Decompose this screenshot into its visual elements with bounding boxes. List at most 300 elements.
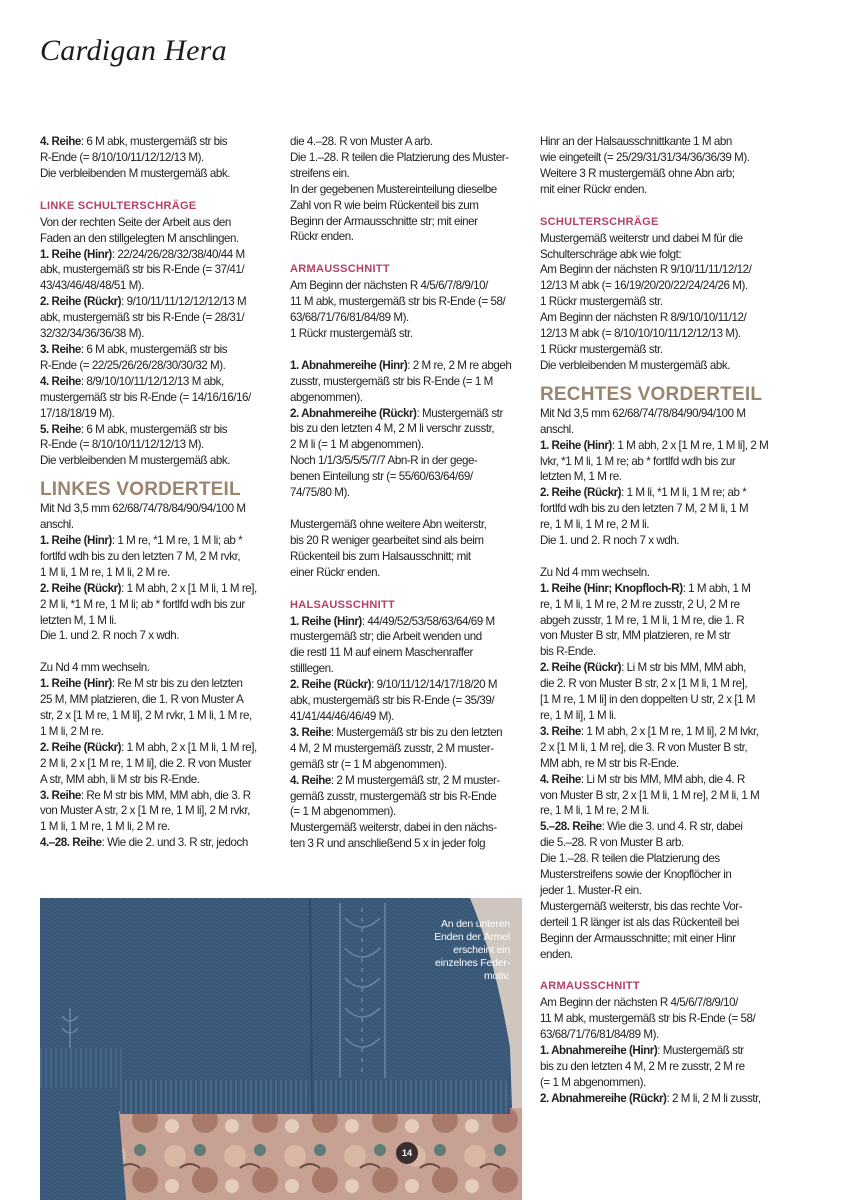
text-line — [290, 629, 526, 645]
line-text: Die verbleibenden M mustergemäß abk. — [40, 454, 231, 468]
line-text: letzten M, 1 M re. — [540, 470, 622, 484]
text-line — [290, 661, 526, 677]
text-line — [290, 533, 526, 549]
line-label: 1. Reihe (Hinr) — [40, 677, 112, 691]
line-text: die restl 11 M auf einem Maschenraffer — [290, 646, 473, 660]
line-text: : 1 M abh, 1 M — [682, 581, 751, 595]
line-label: 4. Reihe — [290, 773, 331, 787]
line-label: 1. Abnahmereihe (Hinr) — [540, 1044, 658, 1058]
line-text: (= 1 M abgenommen). — [290, 805, 396, 819]
text-line — [40, 708, 276, 724]
line-text: Mustergemäß weiterstr, dabei in den nächs- — [290, 821, 497, 835]
subheading-halsausschnitt: HALSAUSSCHNITT — [290, 598, 396, 611]
text-line — [290, 725, 526, 741]
text-line — [540, 867, 776, 883]
paragraph — [540, 995, 776, 1106]
caption-line: motiv. — [483, 970, 510, 982]
line-text: Am Beginn der nächsten R 8/9/10/10/11/12/ — [540, 311, 747, 325]
text-line — [40, 406, 276, 422]
paragraph — [540, 231, 776, 374]
line-text: Schulterschräge abk wie folgt: — [540, 247, 682, 261]
text-line — [290, 709, 526, 725]
text-line — [40, 501, 276, 517]
line-text: 32/32/34/36/36/38 M). — [40, 327, 144, 341]
line-text: Mustergemäß weiterstr, bis das rechte Vor- — [540, 899, 743, 913]
line-label: 1. Reihe (Hinr) — [40, 247, 112, 261]
paragraph — [290, 134, 526, 245]
line-text: : 1 M abh, 2 x [1 M li, 1 M re], — [121, 740, 257, 754]
line-text: Am Beginn der nächsten R 4/5/6/7/8/9/10/ — [540, 996, 738, 1010]
paragraph — [290, 517, 526, 581]
text-line — [540, 517, 776, 533]
text-line — [540, 995, 776, 1011]
line-label: 1. Reihe (Hinr; Knopfloch-R) — [540, 581, 683, 595]
line-text: 1 M li, 2 M re. — [40, 724, 104, 738]
line-text: : Mustergemäß str — [416, 406, 503, 420]
text-line — [540, 883, 776, 899]
text-line — [540, 262, 776, 278]
line-text: : Mustergemäß str — [657, 1044, 744, 1058]
text-line — [40, 835, 276, 851]
line-text: Weitere 3 R mustergemäß ohne Abn arb; — [540, 166, 735, 180]
text-line — [540, 628, 776, 644]
text-line — [290, 693, 526, 709]
text-line — [40, 565, 276, 581]
text-line — [40, 278, 276, 294]
text-line — [290, 645, 526, 661]
line-text: 17/18/18/19 M). — [40, 406, 115, 420]
text-line — [40, 231, 276, 247]
text-line — [40, 819, 276, 835]
line-label: 4. Reihe — [540, 772, 581, 786]
text-line — [40, 740, 276, 756]
line-text: 41/41/44/46/46/49 M). — [290, 709, 394, 723]
line-text: abk, mustergemäß str bis R-Ende (= 35/39/ — [290, 694, 495, 708]
text-line — [540, 676, 776, 692]
text-line — [290, 804, 526, 820]
paragraph — [540, 406, 776, 549]
line-text: : 1 M li, *1 M li, 1 M re; ab * — [621, 486, 747, 500]
text-column-2 — [290, 134, 526, 852]
paragraph — [40, 501, 276, 644]
text-line — [540, 422, 776, 438]
line-text: bis zu den letzten 4 M, 2 M re zusstr, 2 M re — [540, 1060, 745, 1074]
line-text: 1 Rückr mustergemäß str. — [540, 295, 663, 309]
text-line — [290, 229, 526, 245]
text-line — [540, 247, 776, 263]
text-line — [290, 374, 526, 390]
text-line — [540, 644, 776, 660]
line-text: abk, mustergemäß str bis R-Ende (= 37/41/ — [40, 263, 245, 277]
paragraph — [40, 215, 276, 470]
line-text: Die 1.–28. R teilen die Platzierung des Muster- — [290, 150, 509, 164]
line-text: von Muster B str, 2 x [1 M li, 1 M re], 2 M li, 1 M — [540, 788, 760, 802]
line-text: A str, MM abh, li M str bis R-Ende. — [40, 772, 200, 786]
text-line — [540, 1075, 776, 1091]
line-text: re, 1 M li, 1 M re, 2 M re zusstr, 2 U, 2 M re — [540, 597, 740, 611]
text-line — [540, 485, 776, 501]
line-text: 43/43/46/48/48/51 M). — [40, 279, 144, 293]
text-line — [540, 1059, 776, 1075]
text-line — [290, 437, 526, 453]
line-label: 1. Reihe (Hinr) — [540, 438, 612, 452]
text-line — [40, 247, 276, 263]
line-text: Die verbleibenden M mustergemäß abk. — [540, 358, 731, 372]
line-text: : 6 M abk, mustergemäß str bis — [80, 135, 228, 148]
text-line — [540, 819, 776, 835]
line-text: re, 1 M li, 1 M re, 2 M li. — [540, 518, 649, 532]
line-text: 12/13 M abk (= 8/10/10/10/11/12/12/13 M). — [540, 327, 741, 341]
line-text: Zahl von R wie beim Rückenteil bis zum — [290, 198, 479, 212]
text-line — [290, 789, 526, 805]
line-text: 63/68/71/76/81/84/89 M). — [290, 311, 409, 325]
text-line — [40, 422, 276, 438]
line-text: 74/75/80 M). — [290, 486, 350, 500]
line-text: gemäß zusstr, mustergemäß str bis R-Ende — [290, 789, 497, 803]
text-line — [290, 836, 526, 852]
text-line — [290, 469, 526, 485]
line-text: 2 M li (= 1 M abgenommen). — [290, 438, 424, 452]
line-text: von Muster B str, MM platzieren, re M str — [540, 629, 731, 643]
text-line — [540, 278, 776, 294]
line-text: bis R-Ende. — [540, 645, 596, 659]
text-line — [290, 326, 526, 342]
text-line — [540, 342, 776, 358]
line-label: 5.–28. Reihe — [540, 820, 602, 834]
line-text: 1 Rückr mustergemäß str. — [540, 342, 663, 356]
line-label: 3. Reihe — [290, 725, 331, 739]
text-line — [540, 581, 776, 597]
line-text: mustergemäß str; die Arbeit wenden und — [290, 630, 482, 644]
line-text: R-Ende (= 8/10/10/11/12/12/13 M). — [40, 438, 204, 452]
text-line — [40, 724, 276, 740]
line-text: Hinr an der Halsausschnittkante 1 M abn — [540, 135, 732, 148]
text-line — [540, 1027, 776, 1043]
text-line — [540, 756, 776, 772]
text-line — [290, 294, 526, 310]
line-label: 4. Reihe — [40, 374, 81, 388]
line-label: 3. Reihe — [40, 342, 81, 356]
text-line — [540, 772, 776, 788]
text-line — [540, 931, 776, 947]
text-line — [290, 741, 526, 757]
line-text: : Re M str bis zu den letzten — [111, 677, 243, 691]
text-line — [290, 406, 526, 422]
subheading-armausschnitt-rechts: ARMAUSSCHNITT — [540, 980, 640, 993]
text-line — [540, 454, 776, 470]
text-line — [40, 342, 276, 358]
text-line — [540, 724, 776, 740]
line-label: 1. Reihe (Hinr) — [40, 534, 112, 548]
line-text: Musterstreifens sowie der Knopflöcher in — [540, 868, 732, 882]
line-text: : Re M str bis MM, MM abh, die 3. R — [80, 788, 251, 802]
text-line — [540, 501, 776, 517]
text-line — [290, 198, 526, 214]
subheading-armausschnitt: ARMAUSSCHNITT — [290, 263, 390, 276]
line-text: Beginn der Armausschnitte; mit einer Hinr — [540, 931, 736, 945]
line-text: fortlfd wdh bis zu den letzten 7 M, 2 M li, 1 M — [540, 502, 749, 516]
line-text: anschl. — [40, 518, 74, 532]
heading-linkes-vorderteil: LINKES VORDERTEIL — [40, 479, 241, 501]
line-label: 4.–28. Reihe — [40, 836, 102, 850]
line-text: abk, mustergemäß str bis R-Ende (= 28/31/ — [40, 311, 245, 325]
text-line — [290, 166, 526, 182]
text-line — [40, 262, 276, 278]
line-text: mustergemäß str bis R-Ende (= 14/16/16/16/ — [40, 390, 251, 404]
line-text: 25 M, MM platzieren, die 1. R von Muster A — [40, 693, 244, 707]
text-line — [40, 803, 276, 819]
line-label: 1. Abnahmereihe (Hinr) — [290, 358, 408, 372]
line-text: re, 1 M li, 1 M re, 2 M li. — [540, 804, 649, 818]
line-text: : 9/10/11/12/14/17/18/20 M — [371, 678, 498, 692]
line-text: : 8/9/10/10/11/12/12/13 M abk, — [80, 374, 224, 388]
line-label: 2. Reihe (Rückr) — [540, 661, 622, 675]
subheading-linke-schulterschraege: LINKE SCHULTERSCHRÄGE — [40, 199, 197, 212]
text-line — [40, 437, 276, 453]
line-label: 2. Reihe (Rückr) — [40, 295, 122, 309]
line-text: 1 M li, 1 M re, 1 M li, 2 M re. — [40, 820, 170, 834]
line-text: Zu Nd 4 mm wechseln. — [40, 661, 150, 675]
paragraph — [540, 565, 776, 963]
text-line — [290, 549, 526, 565]
line-text: 11 M abk, mustergemäß str bis R-Ende (= 58/ — [540, 1012, 756, 1026]
line-text: : 1 M re, *1 M re, 1 M li; ab * — [111, 534, 243, 548]
line-text: bis zu den letzten 4 M, 2 M li verschr zusstr, — [290, 422, 495, 436]
text-line — [540, 899, 776, 915]
line-text: : Wie die 2. und 3. R str, jedoch — [101, 836, 248, 850]
text-line — [40, 549, 276, 565]
text-line — [540, 231, 776, 247]
text-line — [40, 533, 276, 549]
text-line — [40, 150, 276, 166]
text-line — [40, 597, 276, 613]
text-line — [40, 581, 276, 597]
paragraph — [290, 614, 526, 853]
line-text: str, 2 x [1 M re, 1 M li], 2 M rvkr, 1 M li, 1 M re, — [40, 708, 252, 722]
line-text: 11 M abk, mustergemäß str bis R-Ende (= 58/ — [290, 295, 506, 309]
text-line — [540, 613, 776, 629]
text-line — [540, 597, 776, 613]
line-label: 1. Reihe (Hinr) — [290, 614, 362, 628]
text-line — [40, 517, 276, 533]
line-label: 4. Reihe — [40, 135, 81, 148]
line-text: Rückr enden. — [290, 230, 354, 244]
line-text: fortlfd wdh bis zu den letzten 7 M, 2 M rvkr, — [40, 549, 241, 563]
line-label: 5. Reihe — [40, 422, 81, 436]
paragraph — [290, 358, 526, 501]
text-column-3 — [540, 134, 776, 1107]
line-text: letzten M, 1 M li. — [40, 613, 117, 627]
line-text: mit einer Rückr enden. — [540, 182, 647, 196]
line-text: (= 1 M abgenommen). — [540, 1076, 646, 1090]
line-text: : 22/24/26/28/32/38/40/44 M — [111, 247, 245, 261]
text-line — [40, 453, 276, 469]
text-line — [540, 310, 776, 326]
text-line — [540, 708, 776, 724]
sweater-photo — [40, 898, 522, 1200]
text-line — [40, 390, 276, 406]
line-text: In der gegebenen Mustereinteilung dieselbe — [290, 182, 497, 196]
text-line — [40, 166, 276, 182]
line-text: [1 M re, 1 M li] in den doppelten U str, 2 x [1 M — [540, 693, 756, 707]
line-text: : 1 M abh, 2 x [1 M re, 1 M li], 2 M lvkr, — [580, 724, 759, 738]
text-line — [40, 628, 276, 644]
line-text: 2 x [1 M li, 1 M re], die 3. R von Muster B str, — [540, 740, 748, 754]
text-line — [290, 421, 526, 437]
text-line — [290, 453, 526, 469]
line-text: von Muster A str, 2 x [1 M re, 1 M li], 2 M rvkr, — [40, 804, 250, 818]
text-line — [290, 565, 526, 581]
line-text: 2 M li, *1 M re, 1 M li; ab * fortlfd wdh bis zur — [40, 597, 245, 611]
text-line — [40, 676, 276, 692]
line-text: re, 1 M li], 1 M li. — [540, 708, 617, 722]
paragraph — [290, 278, 526, 342]
line-label: 2. Reihe (Rückr) — [540, 486, 622, 500]
subheading-schulterschraege: SCHULTERSCHRÄGE — [540, 215, 659, 228]
line-text: 2 M li, 2 x [1 M re, 1 M li], die 2. R von Muster — [40, 756, 252, 770]
line-label: 3. Reihe — [540, 724, 581, 738]
line-text: Zu Nd 4 mm wechseln. — [540, 565, 650, 579]
caption-line: erscheint ein — [453, 944, 510, 956]
text-line — [290, 150, 526, 166]
text-line — [40, 374, 276, 390]
line-text: : 6 M abk, mustergemäß str bis — [80, 342, 228, 356]
text-line — [540, 851, 776, 867]
text-line — [40, 772, 276, 788]
text-line — [540, 326, 776, 342]
line-text: Die 1.–28. R teilen die Platzierung des — [540, 852, 720, 866]
text-line — [290, 182, 526, 198]
line-text: : 2 M re, 2 M re abgeh — [407, 358, 512, 372]
text-line — [290, 214, 526, 230]
text-line — [540, 406, 776, 422]
caption-line: An den unteren — [440, 918, 510, 930]
line-text: jeder 1. Muster-R ein. — [540, 883, 642, 897]
text-line — [40, 613, 276, 629]
photo-caption — [420, 918, 510, 983]
line-text: R-Ende (= 22/25/26/26/28/30/30/32 M). — [40, 358, 226, 372]
line-text: Rückenteil bis zum Halsausschnitt; mit — [290, 549, 471, 563]
text-line — [290, 358, 526, 374]
text-line — [540, 740, 776, 756]
text-line — [540, 947, 776, 963]
line-text: 4 M, 2 M mustergemäß zusstr, 2 M muster- — [290, 741, 494, 755]
page-number-badge: 14 — [396, 1142, 418, 1164]
line-label: 3. Reihe — [40, 788, 81, 802]
text-line — [540, 835, 776, 851]
line-text: streifens ein. — [290, 166, 350, 180]
line-text: : Li M str bis MM, MM abh, die 4. R — [580, 772, 745, 786]
line-text: MM abh, re M str bis R-Ende. — [540, 756, 679, 770]
text-line — [540, 438, 776, 454]
line-text: : Wie die 3. und 4. R str, dabei — [601, 820, 743, 834]
paragraph — [40, 134, 276, 182]
text-line — [40, 660, 276, 676]
text-line — [290, 614, 526, 630]
line-text: 12/13 M abk (= 16/19/20/20/22/24/24/26 M). — [540, 279, 748, 293]
line-text: gemäß str (= 1 M abgenommen). — [290, 757, 447, 771]
line-text: Mit Nd 3,5 mm 62/68/74/78/84/90/94/100 M — [540, 406, 746, 420]
text-line — [540, 182, 776, 198]
text-line — [290, 820, 526, 836]
text-line — [40, 215, 276, 231]
text-line — [540, 692, 776, 708]
text-line — [40, 692, 276, 708]
line-text: : 6 M abk, mustergemäß str bis — [80, 422, 228, 436]
line-text: zusstr, mustergemäß str bis R-Ende (= 1 M — [290, 374, 493, 388]
text-line — [40, 756, 276, 772]
line-text: wie eingeteilt (= 25/29/31/31/34/36/36/39 M). — [540, 150, 750, 164]
text-line — [540, 134, 776, 150]
line-text: Mustergemäß ohne weitere Abn weiterstr, — [290, 517, 487, 531]
text-line — [540, 660, 776, 676]
text-line — [290, 485, 526, 501]
text-line — [290, 517, 526, 533]
text-line — [290, 390, 526, 406]
line-text: derteil 1 R länger ist als das Rückenteil bei — [540, 915, 739, 929]
text-line — [40, 788, 276, 804]
text-line — [290, 773, 526, 789]
line-text: Am Beginn der nächsten R 9/10/11/11/12/12/ — [540, 263, 752, 277]
text-line — [290, 278, 526, 294]
text-line — [540, 358, 776, 374]
line-text: abgenommen). — [290, 390, 363, 404]
line-text: enden. — [540, 947, 573, 961]
text-line — [540, 294, 776, 310]
text-line — [540, 803, 776, 819]
line-text: Mit Nd 3,5 mm 62/68/74/78/84/90/94/100 M — [40, 502, 246, 516]
line-text: Beginn der Armausschnitte str; mit einer — [290, 214, 478, 228]
page-title: Cardigan Hera — [40, 34, 227, 67]
text-line — [290, 134, 526, 150]
text-line — [540, 1011, 776, 1027]
line-text: ten 3 R und anschließend 5 x in jeder folg — [290, 837, 486, 851]
caption-line: Enden der Ärmel — [434, 931, 510, 943]
line-label: 2. Reihe (Rückr) — [40, 581, 122, 595]
line-text: : Mustergemäß str bis zu den letzten — [330, 725, 503, 739]
text-line — [40, 358, 276, 374]
line-text: Die 1. und 2. R noch 7 x wdh. — [540, 534, 680, 548]
text-line — [290, 310, 526, 326]
line-text: R-Ende (= 8/10/10/11/12/12/13 M). — [40, 150, 204, 164]
text-line — [540, 469, 776, 485]
line-text: 1 M li, 1 M re, 1 M li, 2 M re. — [40, 565, 170, 579]
line-text: Am Beginn der nächsten R 4/5/6/7/8/9/10/ — [290, 279, 488, 293]
text-line — [40, 326, 276, 342]
line-text: die 2. R von Muster B str, 2 x [1 M li, 1 M re], — [540, 677, 748, 691]
text-line — [540, 150, 776, 166]
line-text: : 9/10/11/11/12/12/12/13 M — [121, 295, 247, 309]
line-text: : 2 M mustergemäß str, 2 M muster- — [330, 773, 500, 787]
line-text: Von der rechten Seite der Arbeit aus den — [40, 215, 231, 229]
text-line — [290, 677, 526, 693]
text-line — [540, 1091, 776, 1107]
line-text: : 44/49/52/53/58/63/64/69 M — [361, 614, 495, 628]
text-line — [290, 757, 526, 773]
line-text: stilllegen. — [290, 662, 334, 676]
text-column-1 — [40, 134, 276, 851]
line-label: 2. Abnahmereihe (Rückr) — [540, 1091, 667, 1105]
text-line — [40, 134, 276, 150]
line-label: 2. Abnahmereihe (Rückr) — [290, 406, 417, 420]
line-text: lvkr, *1 M li, 1 M re; ab * fortlfd wdh bis zur — [540, 454, 736, 468]
line-text: Mustergemäß weiterstr und dabei M für die — [540, 231, 743, 245]
line-text: Die 1. und 2. R noch 7 x wdh. — [40, 629, 180, 643]
line-text: die 5.–28. R von Muster B arb. — [540, 836, 684, 850]
line-text: 1 Rückr mustergemäß str. — [290, 327, 413, 341]
text-line — [540, 166, 776, 182]
paragraph — [40, 660, 276, 851]
